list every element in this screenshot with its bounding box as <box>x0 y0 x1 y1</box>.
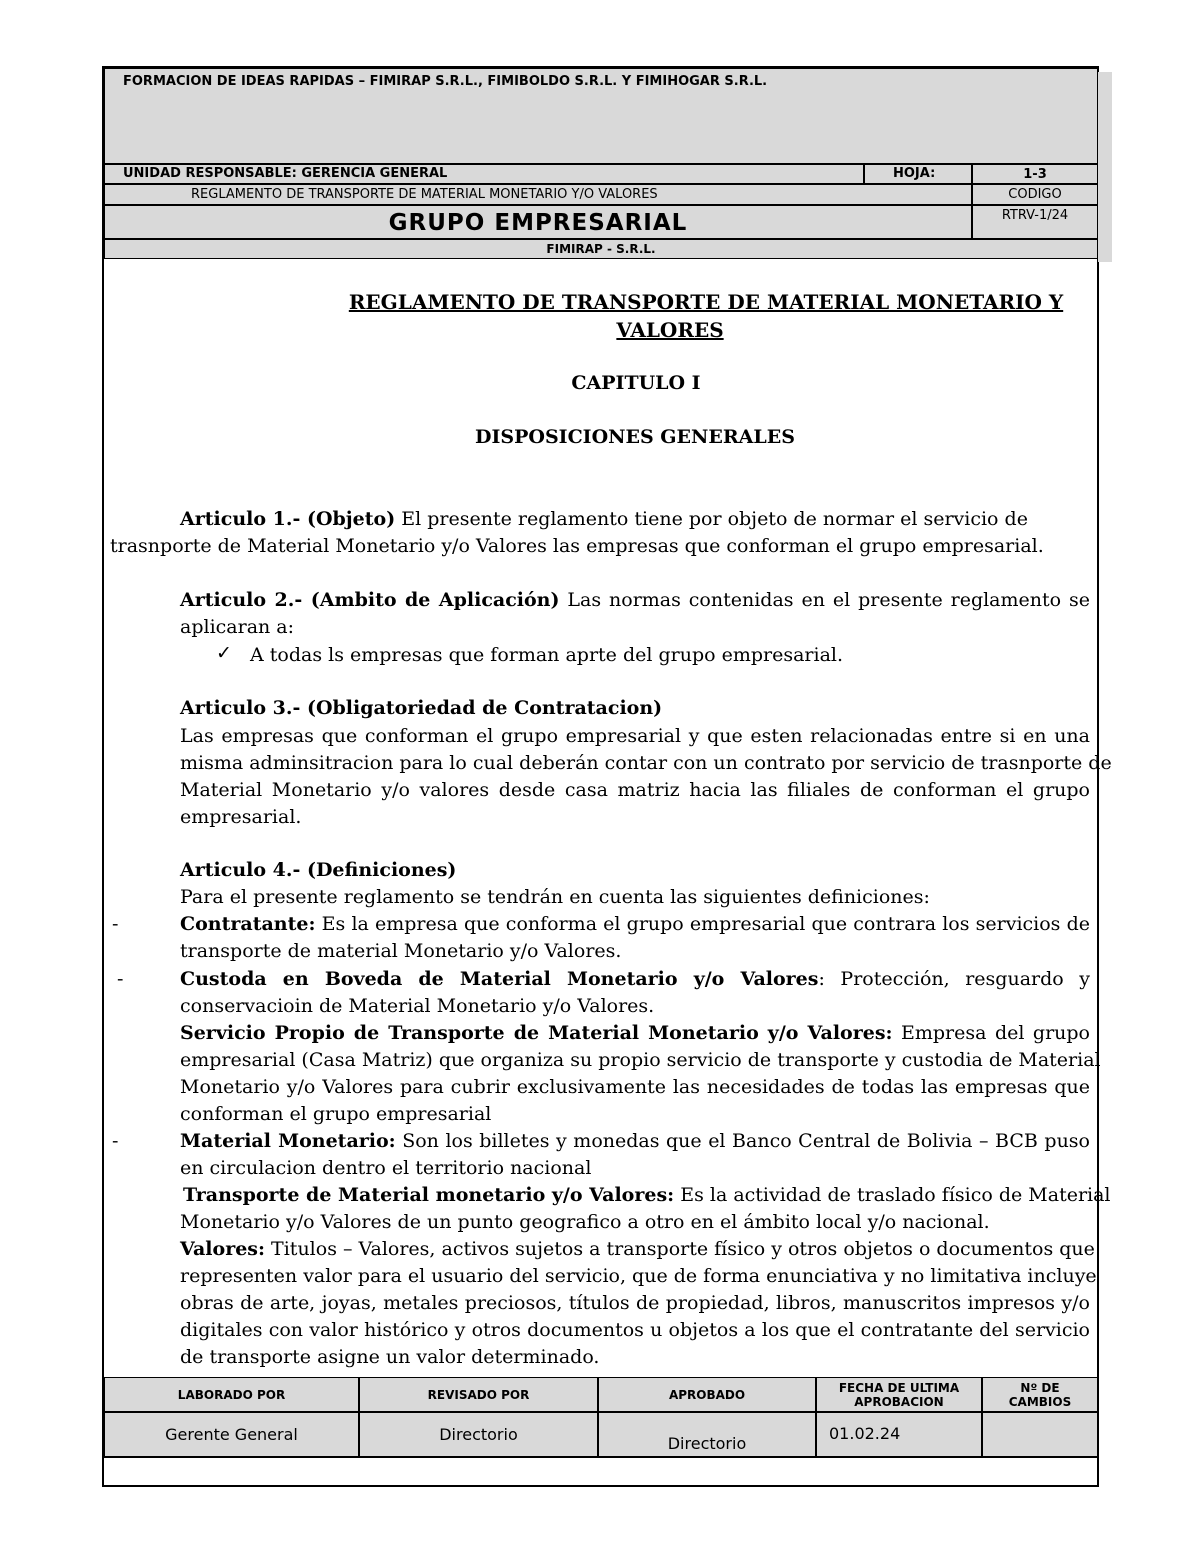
def2-line2: conservacioin de Material Monetario y/o Valores. <box>180 995 655 1017</box>
art3-line1: Las empresas que conforman el grupo empresarial y que esten relacionadas entre si en una <box>180 725 1090 747</box>
art3-heading <box>180 697 662 719</box>
def2-dash: - <box>117 968 124 990</box>
header-hoja-label-cell <box>864 164 972 184</box>
footer-header-fecha-l1: FECHA DE ULTIMA <box>838 1380 960 1395</box>
doc-title-line1: REGLAMENTO DE TRANSPORTE DE MATERIAL MONETARIO Y <box>348 290 1064 314</box>
header-reglamento: REGLAMENTO DE TRANSPORTE DE MATERIAL MONETARIO Y/O VALORES <box>191 187 658 202</box>
def6-term: Valores: <box>180 1238 266 1260</box>
def6-line3: obras de arte, joyas, metales preciosos, títulos de propiedad, libros, manuscritos impresos y/o <box>180 1292 1090 1314</box>
art3-line3: Material Monetario y/o valores desde casa matriz hacia las filiales de conforman el grupo <box>180 779 1090 801</box>
art2-line1 <box>180 589 1090 611</box>
header-hoja-label: HOJA: <box>893 166 936 181</box>
art2-check-icon: ✓ <box>216 642 232 664</box>
def2-line1 <box>180 968 1090 990</box>
def6-line2: representen valor para el usuario del servicio, que de forma enunciativa y no limitativa incluye <box>180 1265 1097 1287</box>
header-codigo-value: RTRV-1/24 <box>1001 208 1069 223</box>
header-codigo-label-cell <box>972 184 1098 205</box>
disposiciones-heading: DISPOSICIONES GENERALES <box>475 426 795 448</box>
def3-line1 <box>180 1022 1090 1044</box>
capitulo-heading: CAPITULO I <box>571 372 701 394</box>
def1-line1 <box>180 913 1090 935</box>
def6-line5: de transporte asigne un valor determinado. <box>180 1346 600 1368</box>
footer-header-fecha <box>816 1377 982 1412</box>
def5-term: Transporte de Material monetario y/o Valores: <box>183 1184 675 1206</box>
header-side-shade <box>1098 72 1112 262</box>
def3-text1: Empresa del grupo <box>892 1022 1090 1044</box>
footer-value-laborado-text: Gerente General <box>165 1425 298 1444</box>
def6-line1 <box>180 1238 1095 1260</box>
header-codigo-value-cell <box>972 205 1098 239</box>
def4-line1 <box>180 1130 1090 1152</box>
def4-text1: Son los billetes y monedas que el Banco Central de Bolivia – BCB puso <box>395 1130 1090 1152</box>
art2-line2: aplicaran a: <box>180 616 295 638</box>
def3-line3: Monetario y/o Valores para cubrir exclusivamente las necesidades de todas las empresas que <box>180 1076 1090 1098</box>
footer-value-revisado-text: Directorio <box>439 1425 518 1444</box>
def5-line1 <box>183 1184 1111 1206</box>
footer-header-aprobado <box>598 1377 816 1412</box>
doc-title-line2: VALORES <box>616 318 724 342</box>
art3-line2: misma adminsitracion para lo cual deberán contar con un contrato por servicio de trasnporte de <box>180 752 1112 774</box>
header-hoja-value: 1-3 <box>1023 167 1047 182</box>
def3-term: Servicio Propio de Transporte de Material Monetario y/o Valores: <box>180 1022 893 1044</box>
header-unidad-cell <box>104 164 864 184</box>
def3-line4: conforman el grupo empresarial <box>180 1103 492 1125</box>
def1-dash: - <box>112 913 119 935</box>
def5-line2: Monetario y/o Valores de un punto geografico a otro en el ámbito local y/o nacional. <box>180 1211 990 1233</box>
footer-header-cambios <box>982 1377 1098 1412</box>
header-fimirap: FIMIRAP - S.R.L. <box>546 242 656 256</box>
footer-value-fecha-text: 01.02.24 <box>829 1424 901 1443</box>
header-grupo-cell <box>104 205 972 239</box>
header-hoja-value-cell <box>972 164 1098 184</box>
footer-header-laborado-text: LABORADO POR <box>177 1387 286 1402</box>
def6-text1: Titulos – Valores, activos sujetos a transporte físico y otros objetos o documentos que <box>265 1238 1095 1260</box>
art2-item: A todas ls empresas que forman aprte del grupo empresarial. <box>250 644 844 666</box>
art1-heading: Articulo 1.- (Objeto) <box>180 508 396 530</box>
footer-header-revisado <box>359 1377 598 1412</box>
art3-line4: empresarial. <box>180 806 302 828</box>
footer-value-aprobado-text: Directorio <box>667 1434 747 1453</box>
def2-term: Custoda en Boveda de Material Monetario y/o Valores <box>180 968 819 990</box>
art2-text1: Las normas contenidas en el presente reglamento se <box>559 589 1090 611</box>
header-unidad: UNIDAD RESPONSABLE: GERENCIA GENERAL <box>123 166 448 181</box>
footer-value-laborado <box>104 1412 359 1457</box>
art4-heading <box>180 859 456 881</box>
def4-term: Material Monetario: <box>180 1130 396 1152</box>
footer-header-cambios-l2: CAMBIOS <box>1008 1394 1072 1409</box>
art4-heading-text: Articulo 4.- (Definiciones) <box>180 859 457 881</box>
art3-heading-text: Articulo 3.- (Obligatoriedad de Contratacion) <box>180 697 663 719</box>
footer-value-cambios <box>982 1412 1098 1457</box>
art4-intro: Para el presente reglamento se tendrán en cuenta las siguientes definiciones: <box>180 886 930 908</box>
footer-header-cambios-l1: Nº DE <box>1020 1380 1060 1395</box>
footer-header-fecha-l2: APROBACION <box>854 1394 944 1409</box>
footer-header-laborado <box>104 1377 359 1412</box>
header-company-cell <box>104 68 1098 164</box>
footer-value-revisado <box>359 1412 598 1457</box>
def1-line2: transporte de material Monetario y/o Valores. <box>180 940 622 962</box>
def1-term: Contratante: <box>180 913 316 935</box>
header-company: FORMACION DE IDEAS RAPIDAS – FIMIRAP S.R.L., FIMIBOLDO S.R.L. Y FIMIHOGAR S.R.L. <box>123 74 768 89</box>
def3-line2: empresarial (Casa Matriz) que organiza su propio servicio de transporte y custodia de Material <box>180 1049 1101 1071</box>
footer-bottom-divider <box>104 1457 1098 1458</box>
art2-heading: Articulo 2.- (Ambito de Aplicación) <box>180 589 560 611</box>
footer-value-fecha <box>816 1412 982 1457</box>
def6-line4: digitales con valor histórico y otros documentos u objetos a los que el contratante del servicio <box>180 1319 1090 1341</box>
art1-text1: El presente reglamento tiene por objeto de normar el servicio de <box>395 508 1028 530</box>
def2-text1: : Protección, resguardo y <box>818 968 1090 990</box>
def4-line2: en circulacion dentro el territorio nacional <box>180 1157 592 1179</box>
header-fimirap-cell <box>104 239 1098 259</box>
def1-text1: Es la empresa que conforma el grupo empresarial que contrara los servicios de <box>315 913 1090 935</box>
art1-line1 <box>180 508 1028 530</box>
header-grupo: GRUPO EMPRESARIAL <box>388 210 688 236</box>
header-reglamento-cell <box>104 184 972 205</box>
footer-header-revisado-text: REVISADO POR <box>427 1387 530 1402</box>
art1-line2: trasnporte de Material Monetario y/o Valores las empresas que conforman el grupo empresarial. <box>110 535 1044 557</box>
footer-value-aprobado <box>598 1412 816 1457</box>
footer-header-aprobado-text: APROBADO <box>668 1387 746 1402</box>
def4-dash: - <box>112 1130 119 1152</box>
header-codigo-label: CODIGO <box>1008 187 1062 202</box>
def5-text1: Es la actividad de traslado físico de Material <box>674 1184 1111 1206</box>
